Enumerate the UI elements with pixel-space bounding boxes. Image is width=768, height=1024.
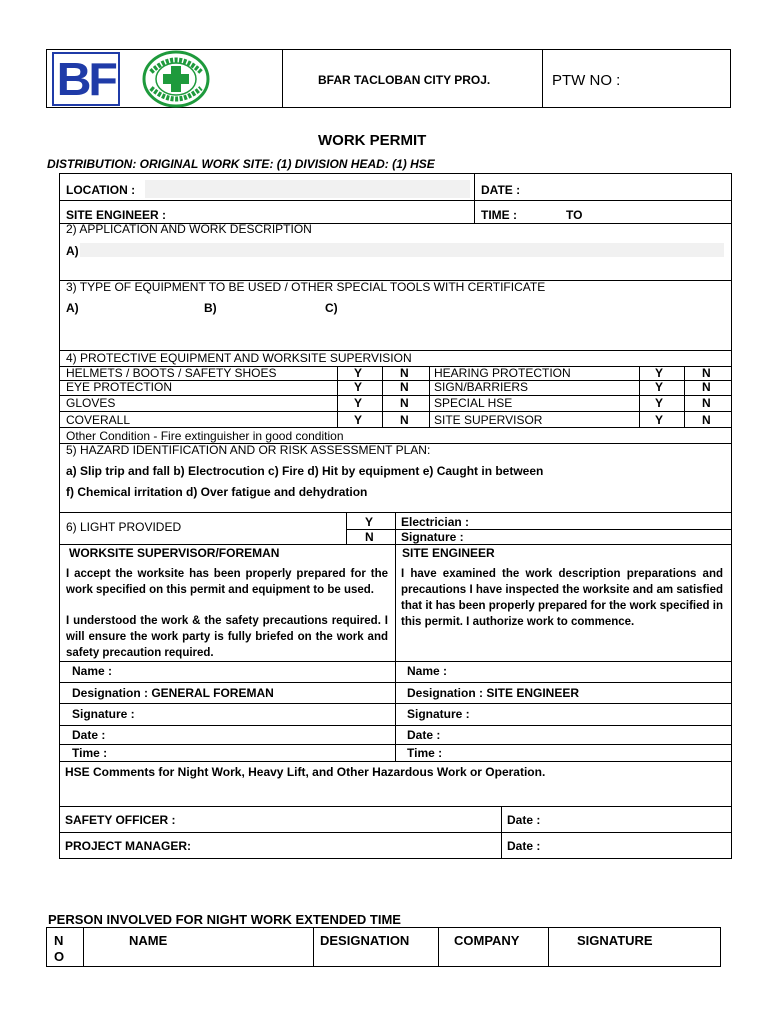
night-work-designation-header: DESIGNATION	[320, 933, 410, 948]
supervisor-signature-label: Signature :	[72, 707, 135, 721]
ppe-row-3-right: SPECIAL HSE	[434, 396, 513, 410]
supervisor-name-label: Name :	[72, 664, 113, 678]
night-work-col-4	[548, 927, 549, 967]
section4-col-2	[382, 366, 383, 427]
section3-heading: 3) TYPE OF EQUIPMENT TO BE USED / OTHER SPECIAL TOOLS WITH CERTIFICATE	[66, 280, 546, 294]
location-label: LOCATION :	[66, 183, 136, 197]
approvals-mid-line	[59, 832, 732, 833]
safety-officer-date-label: Date :	[507, 813, 541, 827]
section2-heading: 2) APPLICATION AND WORK DESCRIPTION	[66, 222, 312, 236]
project-manager-label: PROJECT MANAGER:	[65, 839, 192, 853]
ppe-row-4-right-n: N	[702, 413, 711, 427]
night-work-col-1	[83, 927, 84, 967]
supervisor-date-label: Date :	[72, 728, 106, 742]
ppe-row-3-n: N	[400, 396, 409, 410]
signoff-line-1	[59, 661, 732, 662]
distribution-line: DISTRIBUTION: ORIGINAL WORK SITE: (1) DIVISION HEAD: (1) HSE	[47, 157, 435, 171]
supervisor-statement-1: I accept the worksite has been properly prepared for the work specified on this permit and equipment to be used.	[66, 568, 388, 596]
night-work-no-header-bottom: O	[54, 949, 65, 964]
signoff-line-6	[59, 761, 732, 762]
ppe-row-4-left: COVERALL	[66, 413, 131, 427]
night-work-signature-header: SIGNATURE	[577, 933, 653, 948]
engineer-heading: SITE ENGINEER	[402, 546, 495, 560]
electrician-signature-label: Signature :	[401, 530, 464, 544]
ppe-row-2-left: EYE PROTECTION	[66, 380, 173, 394]
signoff-line-2	[59, 682, 732, 683]
date-label: DATE :	[481, 183, 521, 197]
ppe-row-1-right-y: Y	[655, 366, 664, 380]
other-condition: Other Condition - Fire extinguisher in good condition	[66, 429, 344, 443]
ppe-row-2-right-n: N	[702, 380, 711, 394]
night-work-title: PERSON INVOLVED FOR NIGHT WORK EXTENDED TIME	[48, 912, 401, 927]
night-work-name-header: NAME	[129, 933, 168, 948]
ppe-row-3-right-y: Y	[655, 396, 664, 410]
safety-first-seal-icon	[141, 50, 211, 108]
site-engineer-label: SITE ENGINEER :	[66, 208, 167, 222]
ppe-row-2-y: Y	[354, 380, 363, 394]
electrician-label: Electrician :	[401, 515, 470, 529]
bf-logo	[52, 52, 120, 106]
hazard-list-line-1: a) Slip trip and fall b) Electrocution c) Fire d) Hit by equipment e) Caught in between	[66, 464, 544, 478]
ppe-row-1-right-n: N	[702, 366, 711, 380]
section4-col-1	[337, 366, 338, 427]
section4-col-5	[684, 366, 685, 427]
section3-item-c: C)	[325, 301, 338, 315]
engineer-statement: I have examined the work description preparations and precautions I have inspected the worksite and am satisfied that it has been properly prepared for the work specified in this permit. I authorize work to commence.	[401, 568, 723, 628]
signoff-line-4	[59, 725, 732, 726]
ppe-row-4-right: SITE SUPERVISOR	[434, 413, 543, 427]
bf-logo-text: BF	[56, 53, 116, 105]
engineer-time-label: Time :	[407, 746, 443, 760]
ppe-row-1-left: HELMETS / BOOTS / SAFETY SHOES	[66, 366, 277, 380]
night-work-col-2	[313, 927, 314, 967]
night-work-col-3	[438, 927, 439, 967]
section2-item-a: A)	[66, 244, 79, 258]
section4-row-line-3	[59, 411, 732, 412]
supervisor-statement-2: I understood the work & the safety precautions required. I will ensure the work party is fully briefed on the work and safety precaution required.	[66, 615, 388, 659]
light-no: N	[365, 530, 374, 544]
ppe-row-2-right: SIGN/BARRIERS	[434, 380, 529, 394]
engineer-designation: Designation : SITE ENGINEER	[407, 686, 580, 700]
ppe-row-4-n: N	[400, 413, 409, 427]
supervisor-time-label: Time :	[72, 746, 108, 760]
supervisor-heading: WORKSITE SUPERVISOR/FOREMAN	[69, 546, 280, 560]
supervisor-designation: Designation : GENERAL FOREMAN	[72, 686, 274, 700]
header-divider-1	[282, 49, 283, 108]
document-title: WORK PERMIT	[318, 132, 427, 149]
night-work-no-header-top: N	[54, 933, 64, 948]
time-to-label: TO	[566, 208, 583, 222]
location-field-shade	[145, 180, 470, 198]
section5-heading: 5) HAZARD IDENTIFICATION AND OR RISK ASSESSMENT PLAN:	[66, 443, 431, 457]
ppe-row-1-n: N	[400, 366, 409, 380]
ppe-row-4-right-y: Y	[655, 413, 664, 427]
time-label: TIME :	[481, 208, 517, 222]
section4-col-3	[429, 366, 430, 427]
project-manager-date-label: Date :	[507, 839, 541, 853]
signoff-line-5	[59, 744, 732, 745]
night-work-company-header: COMPANY	[454, 933, 520, 948]
section3-item-b: B)	[204, 301, 217, 315]
section6-col-1	[346, 512, 347, 544]
ppe-row-3-right-n: N	[702, 396, 711, 410]
engineer-signature-label: Signature :	[407, 707, 470, 721]
project-name: BFAR TACLOBAN CITY PROJ.	[318, 73, 491, 87]
ppe-row-2-right-y: Y	[655, 380, 664, 394]
ppe-row-4-y: Y	[354, 413, 363, 427]
hse-comments-bottom	[59, 806, 732, 807]
section4-row-line-2	[59, 395, 732, 396]
ppe-row-2-n: N	[400, 380, 409, 394]
ppe-row-3-y: Y	[354, 396, 363, 410]
signoff-center-divider	[395, 544, 396, 761]
engineer-date-label: Date :	[407, 728, 441, 742]
signoff-line-3	[59, 703, 732, 704]
ppe-row-3-left: GLOVES	[66, 396, 116, 410]
ppe-row-1-right: HEARING PROTECTION	[434, 366, 571, 380]
light-yes: Y	[365, 515, 374, 529]
engineer-name-label: Name :	[407, 664, 448, 678]
section6-heading: 6) LIGHT PROVIDED	[66, 520, 182, 534]
ptw-number-label: PTW NO :	[552, 72, 621, 89]
section6-col-2	[395, 512, 396, 544]
section4-heading: 4) PROTECTIVE EQUIPMENT AND WORKSITE SUPERVISION	[66, 351, 412, 365]
section1-row-divider	[59, 200, 732, 201]
ppe-row-1-y: Y	[354, 366, 363, 380]
work-description-field-shade	[80, 243, 724, 257]
section4-col-4	[639, 366, 640, 427]
hse-comments-label: HSE Comments for Night Work, Heavy Lift, and Other Hazardous Work or Operation.	[65, 765, 546, 779]
section4-row-line-4	[59, 427, 732, 428]
section1-col-divider	[474, 173, 475, 223]
section3-item-a: A)	[66, 301, 79, 315]
header-divider-2	[542, 49, 543, 108]
hazard-list-line-2: f) Chemical irritation d) Over fatigue and dehydration	[66, 485, 368, 499]
safety-officer-label: SAFETY OFFICER :	[65, 813, 176, 827]
